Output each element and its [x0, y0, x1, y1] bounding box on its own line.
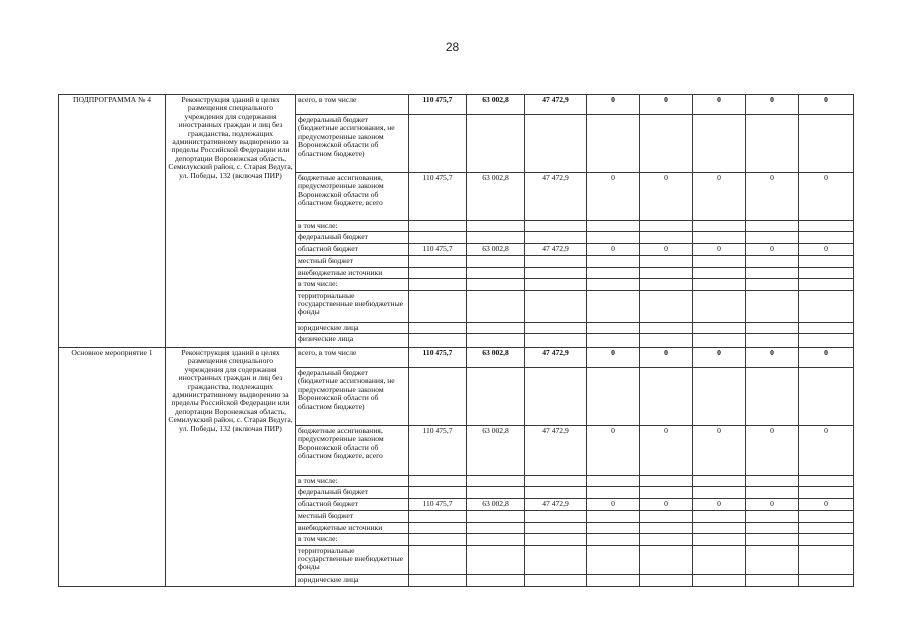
value-cell: 0 — [587, 499, 640, 511]
value-cell — [693, 522, 746, 533]
value-cell — [640, 221, 693, 232]
value-cell — [587, 322, 640, 333]
value-cell: 47 472,9 — [525, 426, 587, 476]
value-cell — [746, 267, 799, 278]
funding-source-cell: местный бюджет — [296, 511, 409, 522]
value-cell — [799, 322, 854, 333]
value-cell — [746, 334, 799, 348]
value-cell: 110 475,7 — [409, 348, 467, 368]
value-cell: 0 — [746, 348, 799, 368]
value-cell: 0 — [640, 348, 693, 368]
funding-source-cell: областной бюджет — [296, 499, 409, 511]
value-cell: 63 002,8 — [467, 95, 525, 115]
value-cell — [693, 256, 746, 267]
value-cell — [799, 221, 854, 232]
value-cell — [525, 574, 587, 586]
value-cell — [467, 267, 525, 278]
value-cell: 0 — [693, 499, 746, 511]
value-cell — [467, 256, 525, 267]
value-cell — [409, 487, 467, 499]
value-cell — [587, 522, 640, 533]
funding-source-cell: внебюджетные источники — [296, 267, 409, 278]
value-cell: 0 — [587, 426, 640, 476]
value-cell — [640, 256, 693, 267]
value-cell — [525, 522, 587, 533]
value-cell — [409, 476, 467, 487]
value-cell — [467, 115, 525, 173]
value-cell — [693, 279, 746, 290]
value-cell — [525, 334, 587, 348]
budget-table — [58, 94, 854, 587]
value-cell: 63 002,8 — [467, 244, 525, 256]
value-cell — [467, 574, 525, 586]
value-cell — [693, 511, 746, 522]
value-cell — [746, 232, 799, 244]
value-cell — [746, 487, 799, 499]
value-cell — [525, 545, 587, 574]
value-cell — [409, 511, 467, 522]
funding-source-cell: юридические лица — [296, 574, 409, 586]
value-cell — [693, 334, 746, 348]
value-cell — [746, 522, 799, 533]
value-cell: 0 — [640, 173, 693, 221]
value-cell — [587, 290, 640, 322]
value-cell — [587, 267, 640, 278]
value-cell — [587, 487, 640, 499]
value-cell: 110 475,7 — [409, 499, 467, 511]
value-cell — [409, 115, 467, 173]
value-cell: 110 475,7 — [409, 173, 467, 221]
value-cell: 0 — [693, 244, 746, 256]
value-cell — [525, 232, 587, 244]
value-cell — [640, 267, 693, 278]
value-cell: 0 — [799, 244, 854, 256]
value-cell: 47 472,9 — [525, 95, 587, 115]
value-cell: 0 — [587, 95, 640, 115]
value-cell — [799, 476, 854, 487]
value-cell — [409, 368, 467, 426]
value-cell — [640, 476, 693, 487]
value-cell: 47 472,9 — [525, 499, 587, 511]
funding-source-cell: всего, в том числе — [296, 95, 409, 115]
value-cell — [693, 232, 746, 244]
value-cell — [746, 290, 799, 322]
value-cell — [409, 221, 467, 232]
value-cell — [799, 534, 854, 545]
value-cell: 0 — [799, 173, 854, 221]
value-cell: 63 002,8 — [467, 348, 525, 368]
value-cell — [467, 322, 525, 333]
value-cell — [693, 221, 746, 232]
value-cell — [693, 476, 746, 487]
value-cell — [467, 232, 525, 244]
value-cell — [746, 256, 799, 267]
value-cell — [640, 232, 693, 244]
table-body — [59, 95, 854, 587]
value-cell: 0 — [799, 426, 854, 476]
value-cell — [693, 368, 746, 426]
value-cell — [799, 115, 854, 173]
value-cell — [693, 545, 746, 574]
value-cell — [587, 232, 640, 244]
value-cell — [525, 256, 587, 267]
value-cell — [640, 322, 693, 333]
value-cell — [640, 279, 693, 290]
value-cell — [467, 522, 525, 533]
value-cell: 47 472,9 — [525, 348, 587, 368]
value-cell: 0 — [799, 348, 854, 368]
value-cell — [587, 574, 640, 586]
value-cell: 0 — [746, 95, 799, 115]
value-cell: 0 — [640, 426, 693, 476]
value-cell — [467, 334, 525, 348]
value-cell: 0 — [746, 173, 799, 221]
value-cell — [525, 534, 587, 545]
value-cell — [587, 221, 640, 232]
program-cell: ПОДПРОГРАММА № 4 — [59, 95, 166, 348]
value-cell — [525, 487, 587, 499]
value-cell — [799, 522, 854, 533]
value-cell — [746, 545, 799, 574]
value-cell — [409, 290, 467, 322]
value-cell — [746, 476, 799, 487]
value-cell — [640, 290, 693, 322]
value-cell — [799, 574, 854, 586]
value-cell: 0 — [587, 173, 640, 221]
value-cell: 0 — [746, 499, 799, 511]
value-cell: 63 002,8 — [467, 426, 525, 476]
value-cell — [693, 574, 746, 586]
value-cell — [746, 221, 799, 232]
value-cell: 0 — [799, 499, 854, 511]
measure-name-cell: Реконструкция зданий в целях размещения специального учреждения для содержания иностранных граждан и лиц без гражданства, подлежащих административному выдворению за пределы Российской Федерации или депортации Воронежская область, Семилукский район, с. Старая Ведуга, ул. Победы, 132 (включая ПИР) — [166, 348, 296, 587]
value-cell — [467, 290, 525, 322]
value-cell — [525, 476, 587, 487]
funding-source-cell: территориальные государственные внебюджетные фонды — [296, 290, 409, 322]
value-cell — [640, 522, 693, 533]
value-cell — [409, 574, 467, 586]
value-cell: 0 — [746, 244, 799, 256]
value-cell — [467, 534, 525, 545]
value-cell — [640, 368, 693, 426]
value-cell — [799, 256, 854, 267]
value-cell — [799, 511, 854, 522]
value-cell — [640, 545, 693, 574]
value-cell: 0 — [587, 244, 640, 256]
value-cell — [525, 267, 587, 278]
value-cell — [467, 476, 525, 487]
value-cell: 0 — [640, 95, 693, 115]
value-cell — [525, 279, 587, 290]
value-cell — [640, 574, 693, 586]
value-cell — [746, 115, 799, 173]
funding-source-cell: в том числе: — [296, 221, 409, 232]
value-cell: 47 472,9 — [525, 244, 587, 256]
value-cell — [587, 511, 640, 522]
funding-source-cell: внебюджетные источники — [296, 522, 409, 533]
value-cell — [693, 115, 746, 173]
value-cell: 0 — [640, 499, 693, 511]
value-cell — [693, 487, 746, 499]
value-cell — [467, 487, 525, 499]
funding-source-cell: всего, в том числе — [296, 348, 409, 368]
funding-source-cell: федеральный бюджет (бюджетные ассигнования, не предусмотренные законом Воронежской области об областном бюджете) — [296, 115, 409, 173]
value-cell — [640, 487, 693, 499]
value-cell — [746, 574, 799, 586]
value-cell — [693, 290, 746, 322]
funding-source-cell: местный бюджет — [296, 256, 409, 267]
value-cell — [525, 322, 587, 333]
value-cell: 0 — [587, 348, 640, 368]
page-number: 28 — [445, 40, 460, 54]
value-cell — [587, 279, 640, 290]
value-cell: 0 — [693, 95, 746, 115]
funding-source-cell: федеральный бюджет (бюджетные ассигнования, не предусмотренные законом Воронежской области об областном бюджете) — [296, 368, 409, 426]
value-cell — [525, 115, 587, 173]
value-cell: 0 — [693, 348, 746, 368]
table-row — [59, 95, 854, 115]
value-cell — [587, 334, 640, 348]
table-row — [59, 348, 854, 368]
value-cell — [799, 279, 854, 290]
value-cell — [409, 232, 467, 244]
funding-source-cell: в том числе: — [296, 476, 409, 487]
value-cell: 63 002,8 — [467, 173, 525, 221]
value-cell — [640, 511, 693, 522]
program-cell: Основное мероприятие 1 — [59, 348, 166, 587]
value-cell: 110 475,7 — [409, 95, 467, 115]
value-cell — [799, 290, 854, 322]
value-cell: 110 475,7 — [409, 244, 467, 256]
measure-name-cell: Реконструкция зданий в целях размещения специального учреждения для содержания иностранных граждан и лиц без гражданства, подлежащих административному выдворению за пределы Российской Федерации или депортации Воронежская область, Семилукский район, с. Старая Ведуга, ул. Победы, 132 (включая ПИР) — [166, 95, 296, 348]
value-cell — [799, 267, 854, 278]
funding-source-cell: территориальные государственные внебюджетные фонды — [296, 545, 409, 574]
value-cell — [409, 267, 467, 278]
funding-source-cell: юридические лица — [296, 322, 409, 333]
value-cell — [409, 322, 467, 333]
value-cell — [467, 545, 525, 574]
value-cell — [746, 279, 799, 290]
value-cell — [587, 476, 640, 487]
value-cell — [640, 115, 693, 173]
value-cell — [746, 511, 799, 522]
value-cell — [799, 232, 854, 244]
funding-source-cell: физические лица — [296, 334, 409, 348]
value-cell — [799, 545, 854, 574]
value-cell — [640, 334, 693, 348]
value-cell: 0 — [799, 95, 854, 115]
funding-source-cell: в том числе: — [296, 534, 409, 545]
value-cell — [467, 511, 525, 522]
value-cell — [587, 115, 640, 173]
value-cell — [746, 322, 799, 333]
value-cell: 0 — [746, 426, 799, 476]
value-cell: 0 — [693, 173, 746, 221]
value-cell — [640, 534, 693, 545]
value-cell — [525, 290, 587, 322]
value-cell — [409, 534, 467, 545]
value-cell — [409, 522, 467, 533]
value-cell — [693, 267, 746, 278]
value-cell — [799, 368, 854, 426]
value-cell — [525, 221, 587, 232]
value-cell — [587, 534, 640, 545]
funding-source-cell: бюджетные ассигнования, предусмотренные законом Воронежской области об областном бюджете, всего — [296, 426, 409, 476]
value-cell: 110 475,7 — [409, 426, 467, 476]
value-cell — [467, 368, 525, 426]
funding-source-cell: федеральный бюджет — [296, 487, 409, 499]
value-cell — [693, 534, 746, 545]
value-cell: 0 — [640, 244, 693, 256]
funding-source-cell: федеральный бюджет — [296, 232, 409, 244]
value-cell — [409, 256, 467, 267]
value-cell — [746, 368, 799, 426]
value-cell — [799, 334, 854, 348]
funding-source-cell: бюджетные ассигнования, предусмотренные законом Воронежской области об областном бюджете, всего — [296, 173, 409, 221]
value-cell — [799, 487, 854, 499]
value-cell — [409, 334, 467, 348]
value-cell — [409, 545, 467, 574]
value-cell — [467, 221, 525, 232]
value-cell — [525, 511, 587, 522]
value-cell — [587, 545, 640, 574]
value-cell — [525, 368, 587, 426]
value-cell: 47 472,9 — [525, 173, 587, 221]
value-cell: 0 — [693, 426, 746, 476]
funding-source-cell: областной бюджет — [296, 244, 409, 256]
value-cell — [587, 256, 640, 267]
value-cell — [693, 322, 746, 333]
value-cell — [746, 534, 799, 545]
value-cell — [467, 279, 525, 290]
value-cell — [587, 368, 640, 426]
value-cell — [409, 279, 467, 290]
value-cell: 63 002,8 — [467, 499, 525, 511]
funding-source-cell: в том числе: — [296, 279, 409, 290]
